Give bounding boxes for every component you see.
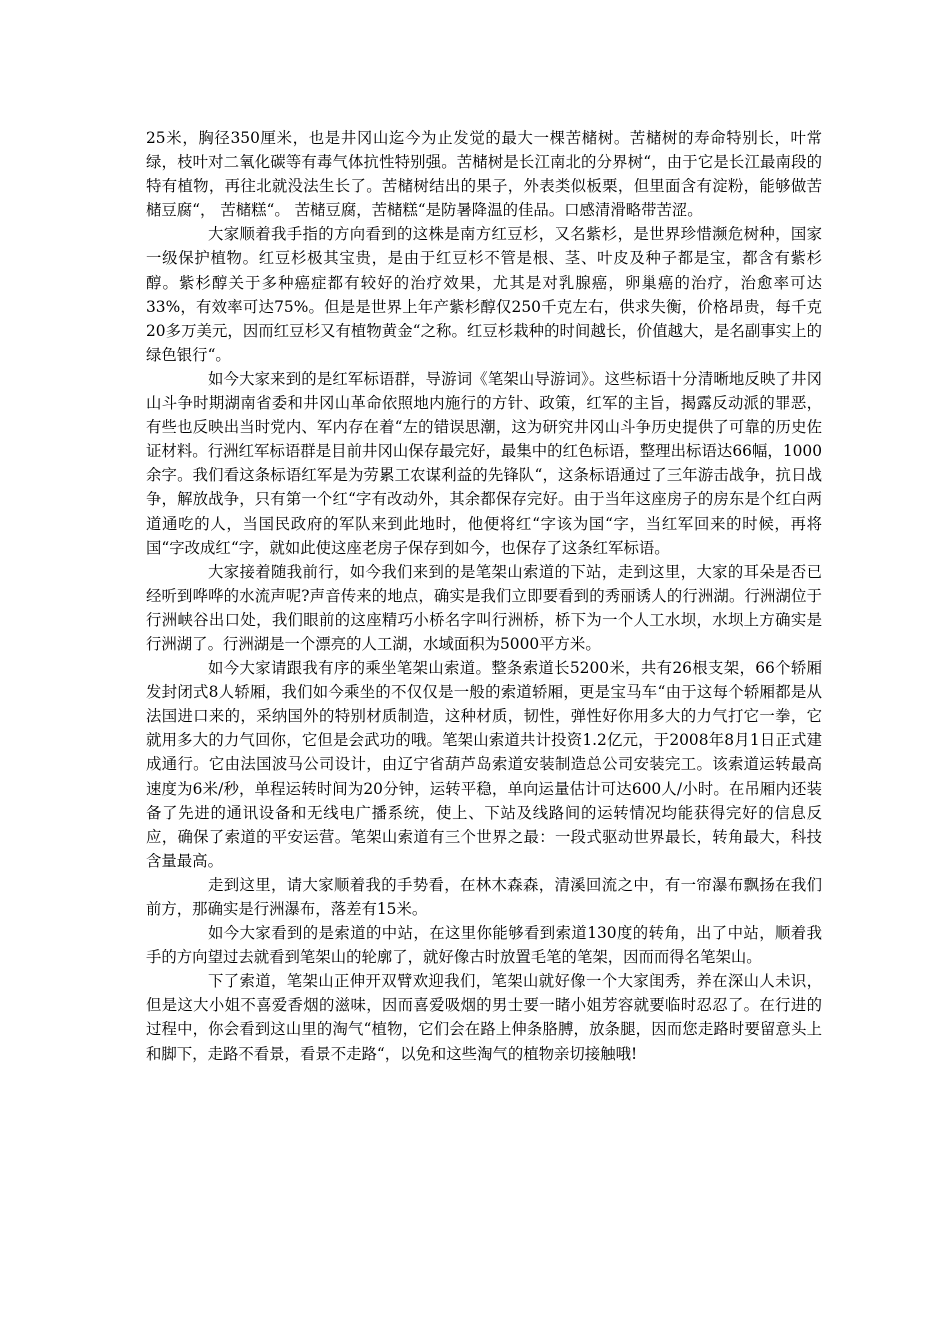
paragraph-3: 如今大家来到的是红军标语群，导游词《笔架山导游词》。这些标语十分清晰地反映了井冈山斗争时期湖南省委和井冈山革命依照地内施行的方针、政策，红军的主旨，揭露反动派的罪恶，有些也反映出当时党内、军内存在着“左的错误思潮，这为研究井冈山斗争历史提供了可靠的历史佐证材料。行洲红军标语群是目前井冈山保存最完好，最集中的红色标语，整理出标语达66幅，1000余字。我们看这条标语红军是为劳累工农谋利益的先锋队“，这条标语通过了三年游击战争，抗日战争，解放战争，只有第一个红“字有改动外，其余都保存完好。由于当年这座房子的房东是个红白两道通吃的人，当国民政府的军队来到此地时，他便将红“字该为国“字，当红军回来的时候，再将国“字改成红“字，就如此使这座老房子保存到如今，也保存了这条红军标语。 (146, 369, 822, 557)
paragraph-5: 如今大家请跟我有序的乘坐笔架山索道。整条索道长5200米，共有26根支架，66个轿厢发封闭式8人轿厢，我们如今乘坐的不仅仅是一般的索道轿厢，更是宝马车“由于这每个轿厢都是从法国进口来的，采纳国外的特别材质制造，这种材质，韧性，弹性好你用多大的力气打它一拳，它就用多大的力气回你，它但是会武功的哦。笔架山索道共计投资1.2亿元，于2008年8月1日正式建成通行。它由法国波马公司设计，由辽宁省葫芦岛索道安装制造总公司安装完工。该索道运转最高速度为6米/秒，单程运转时间为20分钟，运转平稳，单向运量估计可达600人/小时。在吊厢内还装备了先进的通讯设备和无线电广播系统，使上、下站及线路间的运转情况均能获得完好的信息反应，确保了索道的平安运营。笔架山索道有三个世界之最：一段式驱动世界最长，转角最大，科技含量最高。 (146, 659, 822, 870)
body-text (146, 126, 822, 1066)
paragraph-8: 下了索道，笔架山正伸开双臂欢迎我们，笔架山就好像一个大家闺秀，养在深山人未识，但是这大小姐不喜爱香烟的滋味，因而喜爱吸烟的男士要一睹小姐芳容就要临时忍忍了。在行进的过程中，你会看到这山里的淘气“植物，它们会在路上伸条胳膊，放条腿，因而您走路时要留意头上和脚下，走路不看景，看景不走路“，以免和这些淘气的植物亲切接触哦! (146, 972, 822, 1063)
paragraph-2: 大家顺着我手指的方向看到的这株是南方红豆杉，又名紫杉，是世界珍惜濒危树种，国家一级保护植物。红豆杉极其宝贵，是由于红豆杉不管是根、茎、叶皮及种子都是宝，都含有紫杉醇。紫杉醇关于多种癌症都有较好的治疗效果，尤其是对乳腺癌，卵巢癌的治疗，治愈率可达33%，有效率可达75%。但是是世界上年产紫杉醇仅250千克左右，供求失衡，价格昂贵，每千克20多万美元，因而红豆杉又有植物黄金“之称。红豆杉栽种的时间越长，价值越大，是名副事实上的绿色银行“。 (146, 225, 822, 364)
paragraph-4: 大家接着随我前行，如今我们来到的是笔架山索道的下站，走到这里，大家的耳朵是否已经听到哗哗的水流声呢?声音传来的地点，确实是我们立即要看到的秀丽诱人的行洲湖。行洲湖位于行洲峡谷出口处，我们眼前的这座精巧小桥名字叫行洲桥，桥下为一个人工水坝，水坝上方确实是行洲湖了。行洲湖是一个漂亮的人工湖，水域面积为5000平方米。 (146, 562, 822, 653)
paragraph-7: 如今大家看到的是索道的中站，在这里你能够看到索道130度的转角，出了中站，顺着我手的方向望过去就看到笔架山的轮廓了，就好像古时放置毛笔的笔架，因而而得名笔架山。 (146, 924, 822, 967)
paragraph-1: 25米，胸径350厘米，也是井冈山迄今为止发觉的最大一棵苦槠树。苦槠树的寿命特别长，叶常绿，枝叶对二氧化碳等有毒气体抗性特别强。苦槠树是长江南北的分界树“，由于它是长江最南段的特有植物，再往北就没法生长了。苦槠树结出的果子，外表类似板栗，但里面含有淀粉，能够做苦槠豆腐“， 苦槠糕“。 苦槠豆腐，苦槠糕“是防暑降温的佳品。口感清滑略带苦涩。 (146, 129, 822, 220)
paragraph-6: 走到这里，请大家顺着我的手势看，在林木森森，清溪回流之中，有一帘瀑布飘扬在我们前方，那确实是行洲瀑布，落差有15米。 (146, 875, 822, 918)
